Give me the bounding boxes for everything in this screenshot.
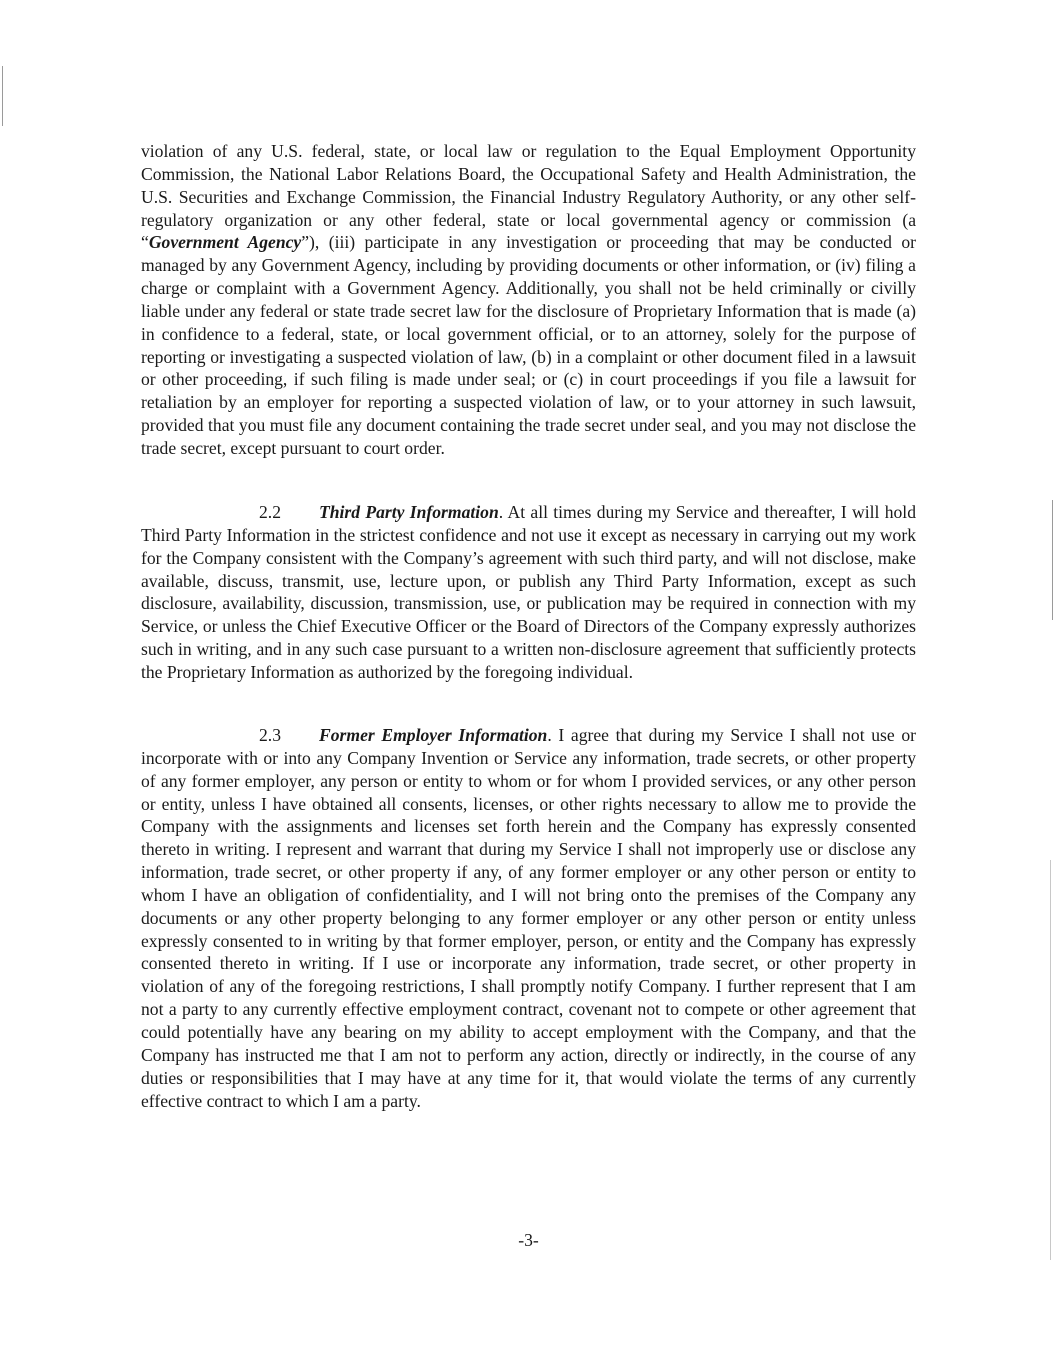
page-number: -3- <box>518 1230 539 1250</box>
section-heading: Former Employer Information <box>319 725 548 745</box>
section-number: 2.3 <box>259 725 281 745</box>
scan-edge-left <box>2 66 3 126</box>
section-2-3-paragraph <box>141 724 916 1112</box>
section-heading: Third Party Information <box>319 502 499 522</box>
paragraph-continued <box>141 140 916 460</box>
section-number: 2.2 <box>259 502 281 522</box>
paragraph-text: ”), (iii) participate in any investigation or proceeding that may be conducted or managed by any Government Agency, including by providing documents or other information, or (iv) filing a charge or complaint with a Government Agency. Additionally, you shall not be held criminally or civilly liable under any federal or state trade secret law for the disclosure of Proprietary Information that is made (a) in confidence to a federal, state, or local government official, or to an attorney, solely for the purpose of reporting or investigating a suspected violation of law, (b) in a complaint or other document filed in a lawsuit or other proceeding, if such filing is made under seal; or (c) in court proceedings if you file a lawsuit for retaliation by an employer for reporting a suspected violation of law, or to your attorney in such lawsuit, provided that you must file any document containing the trade secret under seal, and you may not disclose the trade secret, except pursuant to court order. <box>141 232 916 458</box>
section-text: . At all times during my Service and thereafter, I will hold Third Party Information in the strictest confidence and not use it except as necessary in carrying out my work for the Company consistent with the Company’s agreement with such third party, and will not disclose, make available, discuss, transmit, use, lecture upon, or publish any Third Party Information, except as such disclosure, availability, discussion, transmission, use, or publication may be required in connection with my Service, or unless the Chief Executive Officer or the Board of Directors of the Company expressly authorizes such in writing, and in any such case pursuant to a written non-disclosure agreement that sufficiently protects the Proprietary Information as authorized by the foregoing individual. <box>141 502 916 682</box>
section-2-2-paragraph <box>141 501 916 684</box>
paragraph-text: violation of any U.S. federal, state, or local law or regulation to the Equal Employment Opportunity Commission, the National Labor Relations Board, the Occupational Safety and Health Administration, the U.S. Securities and Exchange Commission, the Financial Industry Regulatory Authority, or any other self-regulatory organization or any other federal, state or local governmental agency or commission (a “ <box>141 141 916 253</box>
section-text: . I agree that during my Service I shall not use or incorporate with or into any Company Invention or Service any information, trade secrets, or other property of any former employer, any person or entity to whom or for whom I provided services, or any other person or entity, unless I have obtained all consents, licenses, or other rights necessary to allow me to provide the Company with the assignments and licenses set forth herein and the Company has expressly consented thereto in writing. I represent and warrant that during my Service I shall not improperly use or disclose any information, trade secret, or other property if any, of any former employer or any other person or entity to whom I have an obligation of confidentiality, and I will not bring onto the premises of the Company any documents or any other property belonging to any former employer or any other person or entity unless expressly consented to in writing by that former employer, person, or entity and the Company has expressly consented thereto in writing. If I use or incorporate any information, trade secret, or other property in violation of any of the foregoing restrictions, I shall promptly notify Company. I further represent that I am not a party to any currently effective employment contract, covenant not to compete or other agreement that could potentially have any bearing on my ability to accept employment with the Company, and that the Company has instructed me that I am not to perform any action, directly or indirectly, in the course of any duties or responsibilities that I may have at any time for it, that would violate the terms of any currently effective contract to which I am a party. <box>141 725 916 1111</box>
defined-term: Government Agency <box>148 232 302 253</box>
scan-edge-right <box>1052 500 1053 620</box>
scan-edge-right-lower <box>1050 860 1051 1260</box>
